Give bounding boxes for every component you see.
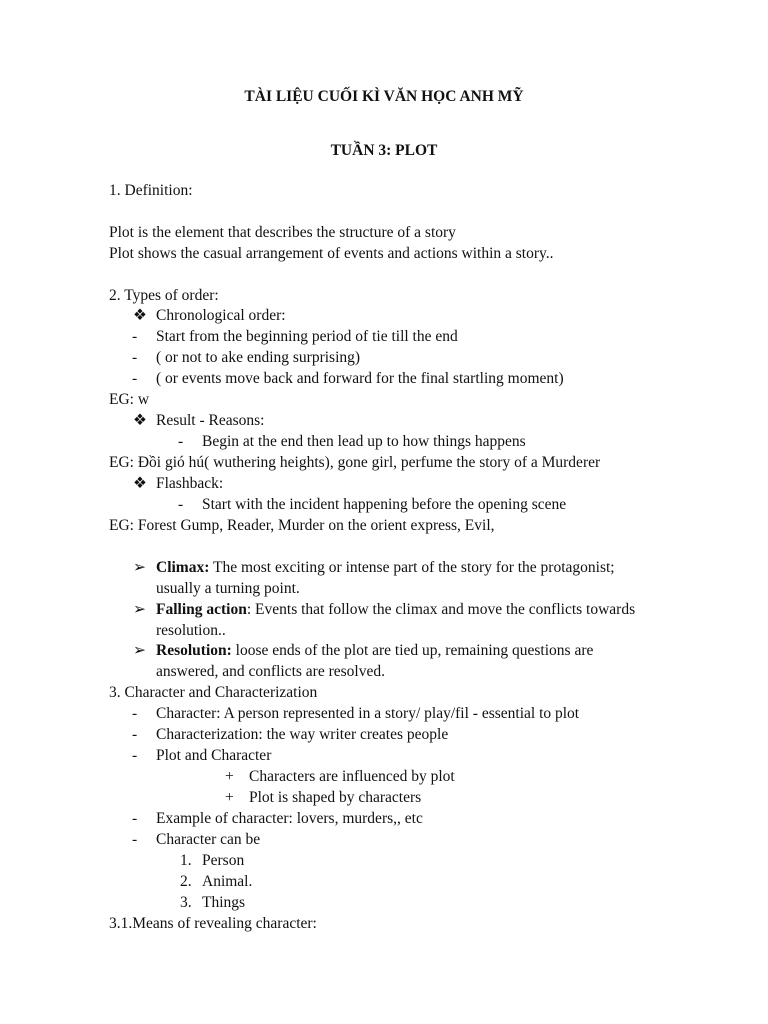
numbered-item: Animal. <box>202 873 253 890</box>
dash-bullet: - <box>178 433 184 450</box>
list-number: 2. <box>180 873 192 890</box>
list-item: Example of character: lovers, murders,, etc <box>156 810 423 827</box>
example-line: EG: Forest Gump, Reader, Murder on the orient express, Evil, <box>109 517 495 534</box>
numbered-item: Person <box>202 852 245 869</box>
dash-bullet: - <box>132 747 138 764</box>
document-title: TÀI LIỆU CUỐI KÌ VĂN HỌC ANH MỸ <box>244 88 524 105</box>
list-item: Begin at the end then lead up to how things happens <box>202 433 526 450</box>
list-item: Characterization: the way writer creates people <box>156 726 449 743</box>
dash-bullet: - <box>132 726 138 743</box>
dash-bullet: - <box>132 831 138 848</box>
list-item: ( or not to ake ending surprising) <box>156 349 361 366</box>
term-name: Falling action <box>156 601 247 618</box>
arrow-bullet-icon: ➢ <box>133 642 146 659</box>
term-definition: loose ends of the plot are tied up, remaining questions are <box>231 642 594 659</box>
numbered-item: Things <box>202 894 246 911</box>
list-item: ( or events move back and forward for the final startling moment) <box>156 370 564 387</box>
example-line: EG: Đồi gió hú( wuthering heights), gone girl, perfume the story of a Murderer <box>109 454 601 471</box>
list-item: Character: A person represented in a story/ play/fil - essential to plot <box>156 705 580 722</box>
list-item: Character can be <box>156 831 261 848</box>
term-definition-continuation: usually a turning point. <box>156 580 300 597</box>
chronological-order-label: Chronological order: <box>156 307 286 324</box>
arrow-bullet-icon: ➢ <box>133 559 146 576</box>
diamond-bullet-icon: ❖ <box>133 475 147 492</box>
term-falling-action <box>156 600 635 620</box>
term-definition: The most exciting or intense part of the story for the protagonist; <box>209 559 615 576</box>
term-resolution <box>156 641 593 661</box>
list-number: 3. <box>180 894 192 911</box>
plus-bullet: + <box>225 768 234 785</box>
example-line: EG: w <box>109 391 150 408</box>
section-heading-definition: 1. Definition: <box>109 182 193 199</box>
list-item: Start from the beginning period of tie till the end <box>156 328 458 345</box>
arrow-bullet-icon: ➢ <box>133 601 146 618</box>
flashback-label: Flashback: <box>156 475 224 492</box>
dash-bullet: - <box>132 810 138 827</box>
term-definition: : Events that follow the climax and move the conflicts towards <box>246 601 636 618</box>
section-heading-types-of-order: 2. Types of order: <box>109 287 219 304</box>
term-definition-continuation: resolution.. <box>156 622 226 639</box>
term-definition-continuation: answered, and conflicts are resolved. <box>156 663 385 680</box>
dash-bullet: - <box>178 496 184 513</box>
result-reasons-label: Result - Reasons: <box>156 412 265 429</box>
dash-bullet: - <box>132 349 138 366</box>
sub-list-item: Characters are influenced by plot <box>249 768 455 785</box>
plus-bullet: + <box>225 789 234 806</box>
diamond-bullet-icon: ❖ <box>133 307 147 324</box>
week-heading: TUẦN 3: PLOT <box>330 142 438 159</box>
definition-line: Plot is the element that describes the structure of a story <box>109 224 456 241</box>
term-name: Resolution: <box>156 642 232 659</box>
diamond-bullet-icon: ❖ <box>133 412 147 429</box>
section-heading-revealing-character: 3.1.Means of revealing character: <box>109 915 317 932</box>
sub-list-item: Plot is shaped by characters <box>249 789 422 806</box>
term-climax <box>156 558 615 578</box>
definition-line: Plot shows the casual arrangement of events and actions within a story.. <box>109 245 554 262</box>
term-name: Climax: <box>156 559 210 576</box>
dash-bullet: - <box>132 370 138 387</box>
list-number: 1. <box>180 852 192 869</box>
list-item: Plot and Character <box>156 747 272 764</box>
dash-bullet: - <box>132 328 138 345</box>
dash-bullet: - <box>132 705 138 722</box>
section-heading-character: 3. Character and Characterization <box>109 684 318 701</box>
list-item: Start with the incident happening before the opening scene <box>202 496 567 513</box>
